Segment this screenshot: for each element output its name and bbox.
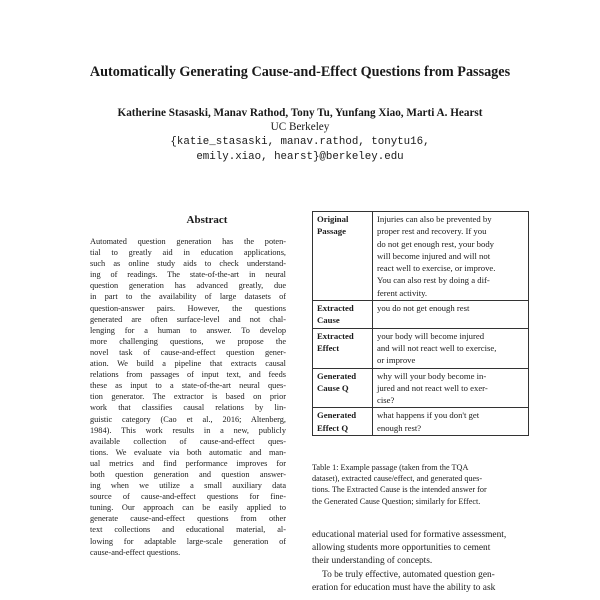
table-row (313, 212, 529, 301)
body-line: their understanding of concepts. (312, 556, 433, 567)
abstract-body (90, 236, 286, 558)
table-row (313, 301, 529, 329)
abstract-line: Automated question generation has the poten- (90, 237, 286, 246)
example-table (312, 211, 529, 436)
row-text: Injuries can also be prevented by proper rest and recovery. If you do not get enough rest, your body will become injured and will not react well to exercise, or improve. You can also rest by doing a dif- ferent activity. (373, 212, 529, 301)
abstract-line: lowing for adaptable large-scale generation of (90, 536, 286, 546)
body-line: allowing students more opportunities to cement (312, 543, 491, 554)
abstract-line: relations from passages of input text, and feeds (90, 370, 286, 380)
row-label: Generated Effect Q (313, 408, 373, 436)
table-caption (312, 462, 530, 507)
abstract-line: in part to the availability of large datasets of (90, 292, 286, 302)
abstract-line: source of cause-and-effect questions for fine- (90, 492, 286, 502)
caption-line: Table 1: Example passage (taken from the TQA (312, 463, 469, 472)
abstract-line: ing of readings. The state-of-the-art in neural (90, 270, 286, 280)
row-text: you do not get enough rest (373, 301, 529, 329)
caption-line: tions. The Extracted Cause is the intended answer for (312, 485, 487, 495)
caption-line: dataset), extracted cause/effect, and generated ques- (312, 474, 483, 484)
row-label: Generated Cause Q (313, 368, 373, 408)
abstract-line: work that classifies causal relations by lin- (90, 403, 286, 413)
abstract-line: novel task of cause-and-effect question gener- (90, 347, 286, 357)
abstract-line: generated are often surface-level and not chal- (90, 314, 286, 324)
table-row (313, 368, 529, 408)
table-row (313, 328, 529, 368)
row-text: why will your body become in- jured and not react well to exer- cise? (373, 368, 529, 408)
paper-title: Automatically Generating Cause-and-Effect Questions from Passages (89, 64, 511, 80)
abstract-line: question-answer pairs. However, the questions (90, 303, 286, 313)
abstract-line: cause-and-effect questions. (90, 547, 181, 557)
body-text-right (312, 529, 530, 595)
abstract-line: ation. We build a pipeline that extracts causal (90, 359, 286, 369)
abstract-line: ing when we utilize a small auxiliary data (90, 481, 286, 491)
abstract-line: generate cause-and-effect questions from other (90, 514, 286, 524)
email-line: {katie_stasaski, manav.rathod, tonytu16, (170, 136, 430, 148)
abstract-line: guistic category (Cao et al., 2016; Altenberg, (90, 414, 286, 424)
affiliation: UC Berkeley (270, 121, 330, 133)
abstract-line: question generation has advanced greatly, due (90, 281, 286, 291)
row-text: what happens if you don't get enough rest? (373, 408, 529, 436)
row-label: Extracted Effect (313, 328, 373, 368)
author-list: Katherine Stasaski, Manav Rathod, Tony Tu, Yunfang Xiao, Marti A. Hearst (117, 107, 483, 119)
email-line: emily.xiao, hearst}@berkeley.edu (196, 151, 404, 163)
row-text: your body will become injured and will not react well to exercise, or improve (373, 328, 529, 368)
abstract-line: tial to greatly aid in education applications, (90, 248, 286, 258)
abstract-line: 1984). This work results in a new, publicly (90, 425, 286, 435)
abstract-line: tion generator. The extractor is based on prior (90, 392, 286, 402)
body-line: To be truly effective, automated question gen- (322, 569, 495, 580)
table-row (313, 408, 529, 436)
abstract-line: tions. We evaluate via both automatic and man- (90, 447, 286, 457)
row-label: Original Passage (313, 212, 373, 301)
abstract-line: ual metrics and find performance improves for (90, 458, 286, 468)
abstract-line: text collections and educational material, al- (90, 525, 286, 535)
abstract-line: available collection of cause-and-effect ques- (90, 436, 286, 446)
row-label: Extracted Cause (313, 301, 373, 329)
abstract-line: lenging for a human to answer. To develop (90, 325, 286, 335)
abstract-line: these as input to a state-of-the-art neural ques- (90, 381, 286, 391)
body-line: eration for education must have the ability to ask (312, 582, 496, 593)
abstract-line: both question generation and question answer- (90, 469, 286, 479)
abstract-heading: Abstract (186, 214, 228, 226)
abstract-line: such as online study aids to check understand- (90, 259, 286, 269)
caption-line: the Generated Cause Question; similarly for Effect. (312, 496, 481, 506)
abstract-line: tuning. Our approach can be easily applied to (90, 503, 286, 513)
abstract-line: more challenging questions, we propose the (90, 336, 286, 346)
body-line: educational material used for formative assessment, (312, 530, 507, 540)
